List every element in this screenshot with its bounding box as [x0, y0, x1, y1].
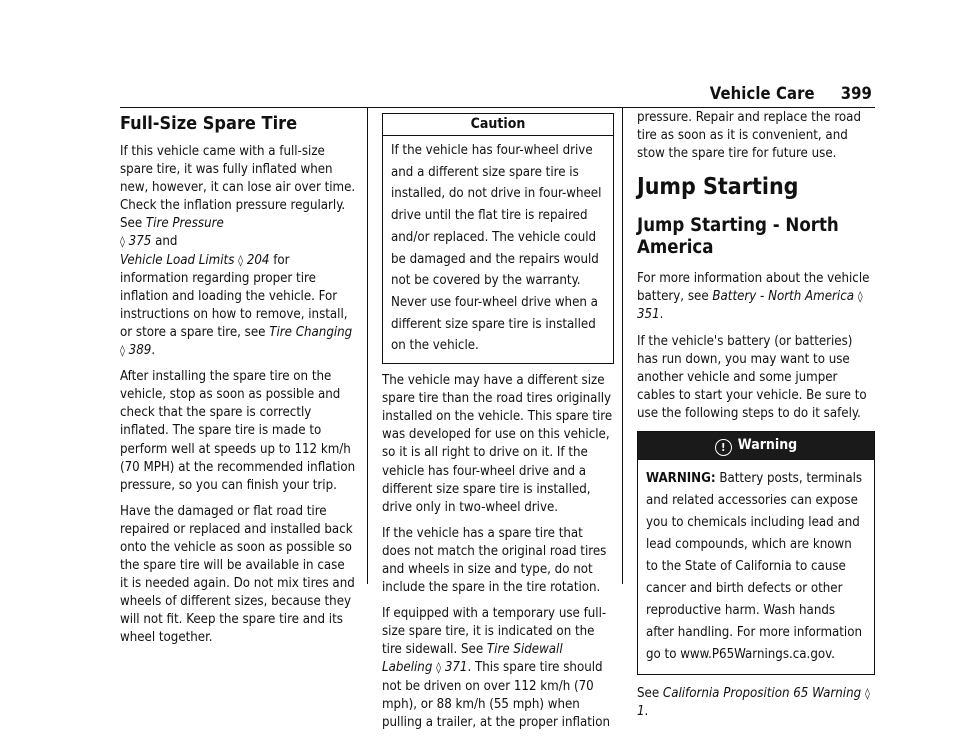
caution-box [382, 113, 614, 364]
paragraph: If the vehicle has a spare tire that does not match the original road tires and wheels in size and type, do not include the spare in the tire rotation. [382, 525, 607, 596]
xref-tire-changing[interactable]: Tire Changing ◊ 389 [120, 324, 353, 359]
chapter-heading-jump-starting: Jump Starting [637, 174, 799, 201]
section-title: Vehicle Care [709, 84, 815, 103]
paragraph: See California Proposition 65 Warning ◊ 1. [637, 686, 870, 720]
warning-icon: ! [715, 439, 732, 456]
column-2 [382, 113, 614, 740]
page-ref-icon: ◊ [864, 687, 870, 701]
page-ref-icon: ◊ [120, 344, 125, 358]
running-header [710, 84, 872, 103]
section-heading-full-size-spare: Full-Size Spare Tire [120, 113, 298, 134]
paragraph: If the vehicle's battery (or batteries) has run down, you may want to use another vehicle and some jumper cables to start your vehicle. Be sure to use the following steps to do it safely. [637, 333, 867, 421]
page-ref-icon: ◊ [120, 235, 125, 249]
paragraph: If equipped with a temporary use full-size spare tire, it is indicated on the tire sidewall. See Tire Sidewall Labeling ◊ 371. This spare tire should not be driven on over 112 km/h (70 mph), or 88 km/h (55 mph) when pulling a trailer, at the proper inflation [382, 606, 610, 730]
paragraph: Have the damaged or flat road tire repaired or replaced and installed back onto the vehicle as soon as possible so the spare tire will be available in case it is needed again. Do not mix tires and wheels of different sizes, because they will not fit. Keep the spare tire and its wheel together. [120, 503, 355, 646]
xref-battery-north-america[interactable]: Battery - North America ◊ 351 [637, 289, 863, 323]
page-ref-icon: ◊ [238, 253, 244, 267]
header-rule [120, 107, 875, 108]
warning-title: ! Warning [638, 432, 874, 460]
column-3 [637, 109, 875, 729]
section-heading-jump-starting-na: Jump Starting - North America [637, 215, 839, 259]
xref-tire-pressure[interactable]: Tire Pressure ◊ 375 [120, 216, 224, 250]
page-number: 399 [840, 84, 872, 103]
paragraph: After installing the spare tire on the vehicle, stop as soon as possible and check that the spare is correctly inflated. The spare tire is made to perform well at speeds up to 112 km/h (70 MPH) at the recommended inflation pressure, so you can finish your trip. [120, 369, 356, 493]
page-ref-icon: ◊ [436, 661, 442, 675]
warning-box [637, 431, 875, 675]
page-ref-icon: ◊ [857, 290, 863, 304]
paragraph: The vehicle may have a different size spare tire than the road tires originally installed on the vehicle. This spare tire was developed for use on this vehicle, so it is all right to drive on it. If the vehicle has four-wheel drive and a different size spare tire is installed, drive only in two-wheel drive. [382, 373, 613, 515]
paragraph: If this vehicle came with a full-size spare tire, it was fully inflated when new, however, it can lose air over time. Check the inflation pressure regularly. See Tire Pressure ◊ 375 and Vehicle Load Limits ◊ 204 for information regarding proper tire inflation and loading the vehicle. For instructions on how to remove, install, or store a spare tire, see Tire Changing ◊ 389. [120, 144, 356, 359]
warning-body: WARNING: Battery posts, terminals and related accessories can expose you to chemicals including lead and lead compounds, which are known to the State of California to cause cancer and birth defects or other reproductive harm. Wash hands after handling. For more information go to www.P65Warnings.ca.gov. [646, 471, 863, 663]
column-divider-1 [367, 108, 368, 584]
column-divider-2 [622, 108, 623, 584]
paragraph: For more information about the vehicle battery, see Battery - North America ◊ 351. [637, 271, 870, 323]
caution-body: If the vehicle has four-wheel drive and a different size spare tire is installed, do not drive in four-wheel drive until the flat tire is repaired and/or replaced. The vehicle could be damaged and the repairs would not be covered by the warranty. Never use four-wheel drive when a different size spare tire is installed on the vehicle. [391, 143, 602, 354]
warning-label: WARNING: [646, 471, 716, 487]
xref-vehicle-load-limits[interactable]: Vehicle Load Limits ◊ 204 [120, 252, 270, 268]
paragraph: pressure. Repair and replace the road tire as soon as it is convenient, and stow the spare tire for future use. [637, 110, 861, 162]
xref-tire-sidewall-labeling[interactable]: Tire Sidewall Labeling ◊ 371 [382, 642, 563, 676]
xref-california-prop-65[interactable]: California Proposition 65 Warning ◊ 1 [637, 686, 870, 720]
column-1 [120, 113, 356, 656]
caution-title: Caution [383, 114, 613, 136]
